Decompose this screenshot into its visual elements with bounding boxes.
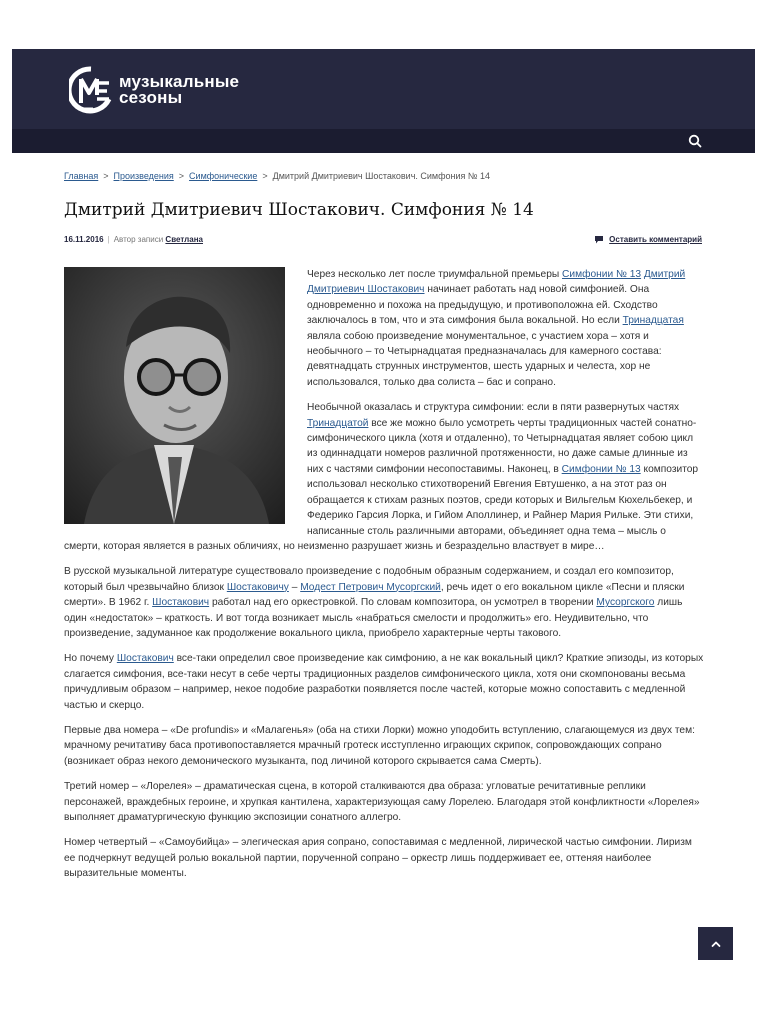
p1-text-1: Через несколько лет после триумфальной премьеры [307,269,563,280]
author-link[interactable]: Светлана [165,235,203,244]
p1-text-3: начинает работать над новой симфонией. Она одновременно и похожа на предыдущую, и противоположна ей. Сходство заключалось в том, что и эта симфония была вокальной. Но если [307,284,658,327]
leave-comment-link[interactable] [594,235,702,244]
post-date: 16.11.2016 [64,235,104,244]
chevron-up-icon [711,940,721,948]
link-shostakovich[interactable]: Шостаковичу [226,581,289,593]
p4-text-2: все-таки определил свое произведение как симфонию, а не как вокальный цикл? Краткие эпизоды, из которых слагается симфония, все-таки несут в себе черты традиционных разделов симфонического цикла, хотя они скомпонованы весьма причудливым образом – например, некое подобие разработки появляется после частей, которые можно сопоставить с медленной частью и скерцо. [64,653,704,711]
article-body [64,267,704,892]
meta-divider: | [107,235,110,244]
breadcrumb-symphonic[interactable]: Симфонические [189,171,258,181]
link-shostakovich[interactable]: Дмитрий Дмитриевич Шостакович [307,269,686,296]
breadcrumb [64,171,490,181]
p2-text-2: все же можно было усмотреть черты традиционных частей сонатно-симфонического цикла (хотя и отдаленно), то Четырнадцатая являет собою цикл из одиннадцати номеров различной протяженности, но даже самые длинные из них с частями симфонии несопоставимы. Наконец, в [307,417,697,475]
paragraph-4 [64,651,704,713]
site-name [119,74,239,106]
p4-text-1: Но почему [64,653,117,665]
site-header [12,49,755,153]
post-meta [64,235,203,244]
link-mussorgsky[interactable]: Мусоргского [596,597,655,609]
scroll-to-top-button[interactable] [698,927,733,960]
link-symphony-13[interactable]: Симфонии № 13 [562,269,642,280]
breadcrumb-current: Дмитрий Дмитриевич Шостакович. Симфония № 14 [272,171,491,181]
p3-text-4: работал над его оркестровкой. По словам композитора, он усмотрел в творении [209,597,597,609]
composer-portrait [64,267,285,524]
link-thirteenth[interactable]: Тринадцатая [622,315,684,327]
link-shostakovich[interactable]: Шостакович [116,653,174,665]
search-icon[interactable] [687,133,703,149]
link-symphony-13[interactable]: Симфонии № 13 [561,463,641,475]
site-name-line1: музыкальные [119,72,240,91]
header-top-bar [12,49,755,129]
site-name-line2: сезоны [119,88,183,107]
link-shostakovich[interactable]: Шостакович [152,597,210,609]
p3-text-1: В русской музыкальной литературе существовало произведение с подобным образным содержанием, и создал его композитор, который был чрезвычайно близок [64,566,674,593]
p3-text-3: , речь идет о его вокальном цикле «Песни и пляски смерти». В 1962 г. [64,581,685,609]
leave-comment-label: Оставить комментарий [609,235,702,244]
link-mussorgsky[interactable]: Модест Петрович Мусоргский [300,581,441,593]
link-thirteenth[interactable]: Тринадцатой [307,417,369,429]
breadcrumb-works[interactable]: Произведения [113,171,174,181]
paragraph-6: Третий номер – «Лорелея» – драматическая сцена, в которой сталкиваются два образа: угловатые речитативные реплики персонажей, враждебных героине, и хрупкая кантилена, характеризующая саму Лорелею. Благодаря этой конфликтности «Лорелея» выполняет драматургическую функцию экспозиции сонатного аллегро. [64,781,700,823]
p1-text-4: являла собою произведение монументальное, с участием хора – хотя и необычного – то Четырнадцатая предназначалась для камерного состава: девятнадцать струнных инструментов, шесть ударных и челеста, хор не использовался, только два солиста – бас и сопрано. [307,330,662,388]
composer-photo [64,267,285,524]
page-title: Дмитрий Дмитриевич Шостакович. Симфония № 14 [64,200,534,220]
p3-text-5: лишь один «недостаток» – краткость. И вот тогда возникает мысль «набраться смелости и продолжить» его. Неудивительно, что произведение, задуманное как продолжение вокального цикла, приобрело характерные черты такового. [64,597,683,639]
paragraph-3 [64,564,704,641]
breadcrumb-separator: > [178,171,185,181]
header-nav-bar [12,129,755,153]
author-label: Автор записи [113,235,164,244]
breadcrumb-separator: > [103,171,109,181]
p2-text-1: Необычной оказалась и структура симфонии: если в пяти развернутых частях [307,402,680,414]
site-logo[interactable] [69,65,239,115]
breadcrumb-home[interactable]: Главная [64,171,99,181]
p3-text-2: – [288,581,301,593]
paragraph-5: Первые два номера – «De profundis» и «Малагенья» (оба на стихи Лорки) можно уподобить вступлению, слагающемуся из двух тем: мрачному речитативу баса противопоставляется мрачный гротеск исступленно играющих скрипок, сопровождающих сопрано (возникает образ некого демонического музыканта, под личиной которого скрывается сама Смерть). [64,724,695,767]
breadcrumb-separator: > [262,171,268,181]
p2-text-3: композитор использовал несколько стихотворений Евгения Евтушенко, а на этот раз он обращается к стихам разных поэтов, среди которых и Вильгельм Кюхельбекер, и Федерико Гарсия Лорка, и Гийом Аполлинер, и Райнер Мария Рильке. Эти стихи, написанные столь различными авторами, объединяет одна тема – мысль о смерти, которая является в разных обличиях, но неизменно разрушает жизнь и безраздельно властвует в мире… [64,463,699,552]
music-seasons-logo-icon [69,65,113,115]
paragraph-7: Номер четвертый – «Самоубийца» – элегическая ария сопрано, сопоставимая с медленной, лирической частью симфонии. Лиризм ее подчеркнут ведущей ролью вокальной партии, порученной сопрано – оркестр лишь поддерживает ее, оттеняя наиболее выразительные моменты. [64,837,692,880]
comment-bubble-icon [594,235,604,244]
